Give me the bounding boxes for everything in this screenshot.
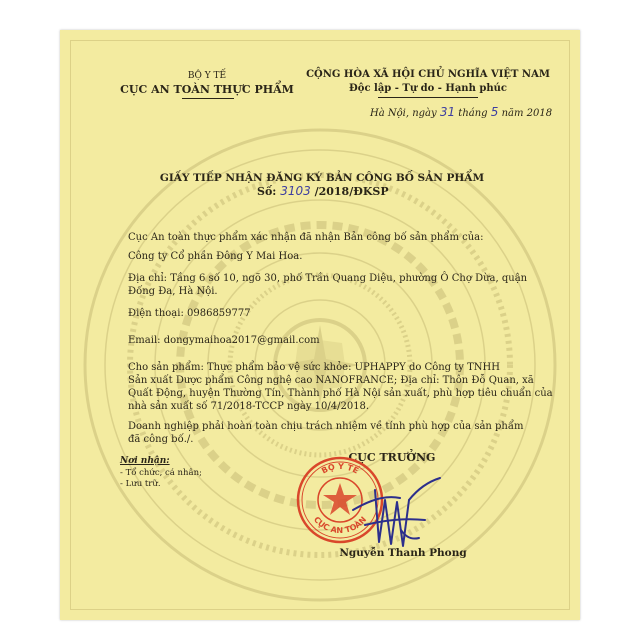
- date-day-handwritten: 31: [439, 105, 456, 119]
- email-text: Email: dongymaihoa2017@gmail.com: [128, 335, 320, 346]
- agency-name: CỤC AN TOÀN THỰC PHẨM: [120, 83, 294, 96]
- signer-title: CỤC TRƯỞNG: [348, 451, 436, 464]
- product-line-2: Sản xuất Dược phẩm Công nghệ cao NANOFRANCE; Địa chỉ: Thôn Đỗ Quan, xã: [128, 375, 534, 386]
- nation-name: CỘNG HÒA XÃ HỘI CHỦ NGHĨA VIỆT NAM: [306, 69, 550, 80]
- document-title: GIẤY TIẾP NHẬN ĐĂNG KÝ BẢN CÔNG BỐ SẢN PHẨM: [159, 172, 485, 184]
- responsibility-line-2: đã công bố./.: [128, 434, 194, 445]
- recipient-item: - Lưu trữ.: [120, 479, 161, 489]
- product-line-3: Quất Động, huyện Thường Tín, Thành phố Hà Nội sản xuất, phù hợp tiêu chuẩn của: [128, 388, 553, 399]
- product-line-1: Cho sản phẩm: Thực phẩm bảo vệ sức khỏe: UPHAPPY do Công ty TNHH: [128, 362, 500, 373]
- document-number: [257, 185, 389, 197]
- address-line-2: Đống Đa, Hà Nội.: [128, 286, 218, 297]
- date-year: năm 2018: [501, 108, 553, 119]
- svg-text:CỤC AN TOÀN: CỤC AN TOÀN: [311, 514, 369, 536]
- issue-date: [370, 106, 552, 119]
- phone-text: Điện thoại: 0986859777: [128, 308, 251, 319]
- date-month-handwritten: 5: [490, 105, 499, 119]
- national-motto: Độc lập - Tự do - Hạnh phúc: [349, 83, 507, 94]
- agency-underline: [182, 98, 234, 99]
- responsibility-line-1: Doanh nghiệp phải hoàn toàn chịu trách nhiệm về tính phù hợp của sản phẩm: [128, 421, 524, 432]
- number-suffix: /2018/ĐKSP: [314, 185, 389, 198]
- number-handwritten: 3103: [280, 184, 311, 198]
- recipients-label: Nơi nhận:: [120, 456, 170, 466]
- company-name: Công ty Cổ phần Đông Y Mai Hoa.: [128, 251, 303, 262]
- ministry-name: BỘ Y TẾ: [187, 71, 227, 81]
- date-month-label: tháng: [458, 108, 488, 119]
- address-line-1: Địa chỉ: Tầng 6 số 10, ngõ 30, phố Trần Quang Diệu, phường Ô Chợ Dừa, quận: [128, 273, 528, 284]
- recipient-item: - Tổ chức, cá nhân;: [120, 468, 202, 478]
- intro-text: Cục An toàn thực phẩm xác nhận đã nhận Bản công bố sản phẩm của:: [128, 232, 484, 243]
- product-line-4: nhà sản xuất số 71/2018-TCCP ngày 10/4/2018.: [128, 401, 370, 412]
- document-paper: [60, 30, 580, 620]
- signer-name: Nguyễn Thanh Phong: [339, 547, 467, 559]
- date-prefix: Hà Nội, ngày: [370, 108, 437, 119]
- number-label: Số:: [257, 185, 277, 198]
- motto-underline: [378, 97, 478, 98]
- svg-text:BỘ Y TẾ: BỘ Y TẾ: [320, 461, 360, 476]
